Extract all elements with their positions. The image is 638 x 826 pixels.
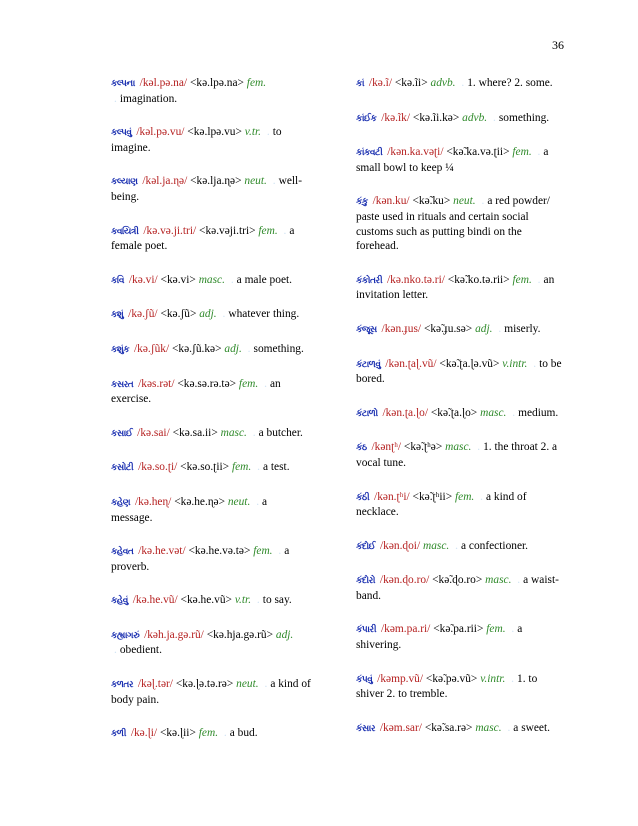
separator: . [272,175,276,188]
definition: whatever thing. [228,308,300,321]
pronunciation: /kəh.ja.gə.rũ/ [144,628,204,641]
headword: કહેવું [111,596,128,607]
pronunciation: /kən.ʈʰi/ [374,490,410,503]
transliteration: <kə.vi> [160,273,196,286]
separator: . [511,623,515,636]
page-number: 36 [552,38,564,52]
definition: something. [498,111,550,124]
definition: a proverb. [111,545,290,573]
separator: . [278,545,282,558]
grammar-label: fem. [486,623,506,636]
headword: કંપારી [356,625,377,636]
dictionary-entry [111,377,311,407]
pronunciation: /kə.he.vũ/ [132,594,178,607]
grammar-label: adj. [275,628,294,641]
headword: કસાઈ [111,428,133,439]
headword: કંદોઈ [356,541,376,552]
pronunciation: /kə.və.ji.tri/ [143,224,197,237]
definition: a small bowl to keep ¼ [356,146,549,174]
transliteration: <kə̃.ka.və.ʈii> [446,146,510,159]
transliteration: <kə̃.sa.rə> [424,721,473,734]
pronunciation: /kə.heɳ/ [134,495,172,508]
separator: . [247,342,251,355]
dictionary-entry [111,677,311,707]
headword: કવિ [111,275,124,286]
pronunciation: /kən.ka.vəʈi/ [387,146,444,159]
transliteration: <kə̃.ku> [412,195,451,208]
headword: કલ્પના [111,79,135,89]
separator: . [533,357,537,370]
grammar-label: advb. [430,77,456,89]
dictionary-entry [111,273,311,289]
separator: . [537,273,541,286]
pronunciation: /kə.ɭi/ [130,727,158,740]
transliteration: <kə̃.pa.rii> [433,623,484,636]
separator: . [492,111,496,124]
headword: કાં [356,79,365,89]
grammar-label: fem. [231,461,252,474]
grammar-label: fem. [198,727,219,740]
grammar-label: masc. [445,441,472,454]
separator: . [455,539,458,552]
definition: to imagine. [111,126,282,154]
transliteration: <kə.he.vũ> [180,594,232,607]
separator: . [230,273,234,286]
definition: 1. where? 2. some. [467,77,553,89]
headword: કસરત [111,379,134,390]
transliteration: <kə.ʃũ.kə> [172,342,222,355]
headword: કંપવું [356,674,373,685]
headword: કંઠી [356,492,370,503]
grammar-label: v.intr. [502,357,528,370]
headword: કળતર [111,680,133,691]
transliteration: <kə.lpə.vu> [187,126,242,139]
dictionary-entry [356,76,566,92]
dictionary-entry [111,224,311,254]
grammar-label: adj. [199,308,217,321]
separator: . [511,672,515,685]
dictionary-entry [356,322,566,338]
transliteration: <kə̃.pə.vũ> [425,672,478,685]
definition: a female poet. [111,224,295,253]
grammar-label: masc. [220,426,247,439]
grammar-label: masc. [475,721,502,734]
pronunciation: /kənʈʰ/ [371,441,402,454]
dictionary-entry [356,111,566,127]
definition: an exercise. [111,377,281,406]
transliteration: <kə̃.ɟu.sə> [423,322,473,335]
dictionary-entry [111,726,311,742]
separator: . [252,426,256,439]
separator: . [507,721,511,734]
definition: a bud. [229,727,258,740]
separator: . [222,308,226,321]
transliteration: <kə̃.ʈʰə> [403,441,443,454]
headword: કંસાર [356,723,376,734]
definition: a message. [111,495,268,524]
headword: કંઠ [356,443,367,454]
dictionary-entry [356,406,566,422]
grammar-label: v.tr. [244,126,262,139]
pronunciation: /kə.he.vət/ [138,545,186,558]
definition: a confectioner. [460,539,529,552]
pronunciation: /kəl.pə.na/ [139,77,188,89]
definition: to be bored. [356,357,562,386]
headword: કંટાળવું [356,359,381,370]
separator: . [264,678,268,691]
pronunciation: /kən.ʈa.ɭo/ [382,406,428,419]
pronunciation: /kə.ʃũ/ [128,308,158,321]
transliteration: <kə.ĩi> [394,77,428,89]
headword: કસોટી [111,463,134,474]
grammar-label: v.tr. [234,594,252,607]
transliteration: <kə.ĩi.kə> [412,111,460,124]
definition: a male poet. [236,273,293,286]
dictionary-entry [356,539,566,555]
pronunciation: /kən.ku/ [372,195,410,208]
transliteration: <kə̃.ʈa.ɭə.vũ> [439,357,500,370]
transliteration: <kə.ɭii> [159,727,196,740]
pronunciation: /kən.ɖo.ro/ [379,574,430,587]
grammar-label: neut. [227,495,251,508]
pronunciation: /kəmp.vũ/ [377,672,424,685]
grammar-label: fem. [246,77,267,89]
headword: કંટાળો [356,408,378,419]
dictionary-entry [356,672,566,702]
dictionary-entry [111,495,311,525]
dictionary-entry [356,194,566,253]
dictionary-entry [356,490,566,520]
definition: a butcher. [258,426,303,439]
separator: . [480,490,483,503]
headword: કલ્પવું [111,128,132,139]
separator: . [537,146,541,159]
dictionary-entry [356,145,566,175]
separator: . [481,195,485,208]
grammar-label: adj. [224,342,242,355]
separator: . [498,322,502,335]
dictionary-entry [356,440,566,470]
headword: કંકુ [356,197,368,208]
headword: કાંઈક [356,113,377,124]
pronunciation: /kəl.ja.ɳə/ [142,175,188,188]
headword: કંજૂસ [356,324,377,335]
separator: . [257,461,260,474]
headword: કહેણ [111,497,131,508]
dictionary-entry [111,426,311,442]
definition: a kind of necklace. [356,490,527,519]
pronunciation: /kən.ɟus/ [381,322,422,335]
definition: imagination. [119,92,178,105]
transliteration: <kə.ɭə.tə.rə> [175,678,234,691]
transliteration: <kə.so.ʈii> [180,461,230,474]
dictionary-entry [356,573,566,603]
separator: . [512,406,516,419]
transliteration: <kə.he.və.tə> [188,545,251,558]
separator: . [266,126,270,139]
headword: કંકોતરી [356,275,383,286]
grammar-label: masc. [423,539,450,552]
separator: . [114,644,117,657]
definition: a waist-band. [356,574,559,602]
dictionary-entry [111,174,311,204]
pronunciation: /kən.ʈaɭ.vũ/ [385,357,437,370]
grammar-label: fem. [253,545,273,558]
headword: કલ્યાણ [111,177,138,188]
definition: obedient. [119,644,162,657]
definition: a shivering. [356,623,523,652]
headword: કંદોરો [356,576,376,587]
grammar-label: masc. [485,574,512,587]
pronunciation: /kə.ĩk/ [381,111,411,124]
grammar-label: neut. [244,175,267,188]
dictionary-entry [111,307,311,323]
definition: an invitation letter. [356,273,555,302]
definition: a sweet. [513,721,550,734]
transliteration: <kə.he.ɳə> [174,495,225,508]
definition: to say. [262,594,292,607]
pronunciation: /kə.ʃũk/ [134,342,170,355]
transliteration: <kə̃.ʈʰii> [412,490,453,503]
separator: . [256,495,260,508]
dictionary-entry [356,622,566,652]
transliteration: <kə̃.ɖo.ro> [432,574,483,587]
dictionary-entry [111,628,311,658]
definition: well-being. [111,175,302,203]
transliteration: <kə.lja.ɳə> [190,175,242,188]
transliteration: <kə.sa.ii> [172,426,218,439]
headword: કહ્યાગરું [111,630,140,641]
dictionary-entry [356,357,566,387]
dictionary-entry [111,76,311,106]
grammar-label: v.intr. [480,672,506,685]
transliteration: <kə̃.ko.tə.rii> [447,273,510,286]
dictionary-entry [111,460,311,476]
grammar-label: neut. [236,678,259,691]
headword: કશુંક [111,344,130,355]
transliteration: <kə.ʃũ> [160,308,197,321]
pronunciation: /kəl.pə.vu/ [136,126,185,139]
grammar-label: fem. [512,273,532,286]
separator: . [223,727,227,740]
dictionary-entry [111,342,311,358]
pronunciation: /kəɭ.tər/ [137,678,173,691]
dictionary-entry [111,593,311,609]
separator: . [477,441,481,454]
transliteration: <kə.sə.rə.tə> [177,377,237,390]
headword: કાંકવટી [356,148,383,159]
grammar-label: neut. [453,195,476,208]
transliteration: <kə̃.ʈa.ɭo> [430,406,478,419]
pronunciation: /kə.sai/ [137,426,170,439]
pronunciation: /kəm.sar/ [379,721,422,734]
transliteration: <kə.vəji.tri> [199,224,256,237]
pronunciation: /kən.ɖoi/ [379,539,421,552]
definition: 1. the throat 2. a vocal tune. [356,441,558,469]
dictionary-entry [356,273,566,303]
grammar-label: fem. [454,490,475,503]
separator: . [283,224,287,237]
headword: કશું [111,310,124,321]
definition: medium. [518,406,559,419]
definition: 1. to shiver 2. to tremble. [356,672,538,701]
pronunciation: /kə.nko.tə.ri/ [387,273,445,286]
grammar-label: advb. [462,111,488,124]
definition: something. [253,342,304,355]
dictionary-entry [111,544,311,574]
separator: . [114,92,117,105]
headword: કવયિત્રી [111,226,139,237]
pronunciation: /kəm.pa.ri/ [381,623,431,636]
dictionary-entry [111,125,311,155]
separator: . [517,574,521,587]
grammar-label: fem. [258,224,278,237]
separator: . [264,377,267,390]
grammar-label: fem. [238,377,259,390]
pronunciation: /kəs.rət/ [138,377,175,390]
transliteration: <kə.lpə.na> [189,77,244,89]
headword: કહેવત [111,547,134,558]
transliteration: <kə.hja.gə.rũ> [206,628,274,641]
separator: . [256,594,260,607]
grammar-label: fem. [512,146,532,159]
grammar-label: masc. [198,273,225,286]
definition: miserly. [504,322,541,335]
grammar-label: adj. [475,322,493,335]
headword: કળી [111,729,126,740]
right-column [356,76,566,755]
pronunciation: /kə.vi/ [128,273,158,286]
definition: a kind of body pain. [111,678,311,706]
left-column [111,76,311,761]
pronunciation: /kə.ĩ/ [368,77,393,89]
definition: a red powder/ paste used in rituals and certain social customs such as putting bindi on the forehead. [356,195,550,253]
grammar-label: masc. [480,406,507,419]
definition: a test. [262,461,290,474]
separator: . [461,77,465,89]
dictionary-entry [356,721,566,737]
pronunciation: /kə.so.ʈi/ [138,461,178,474]
